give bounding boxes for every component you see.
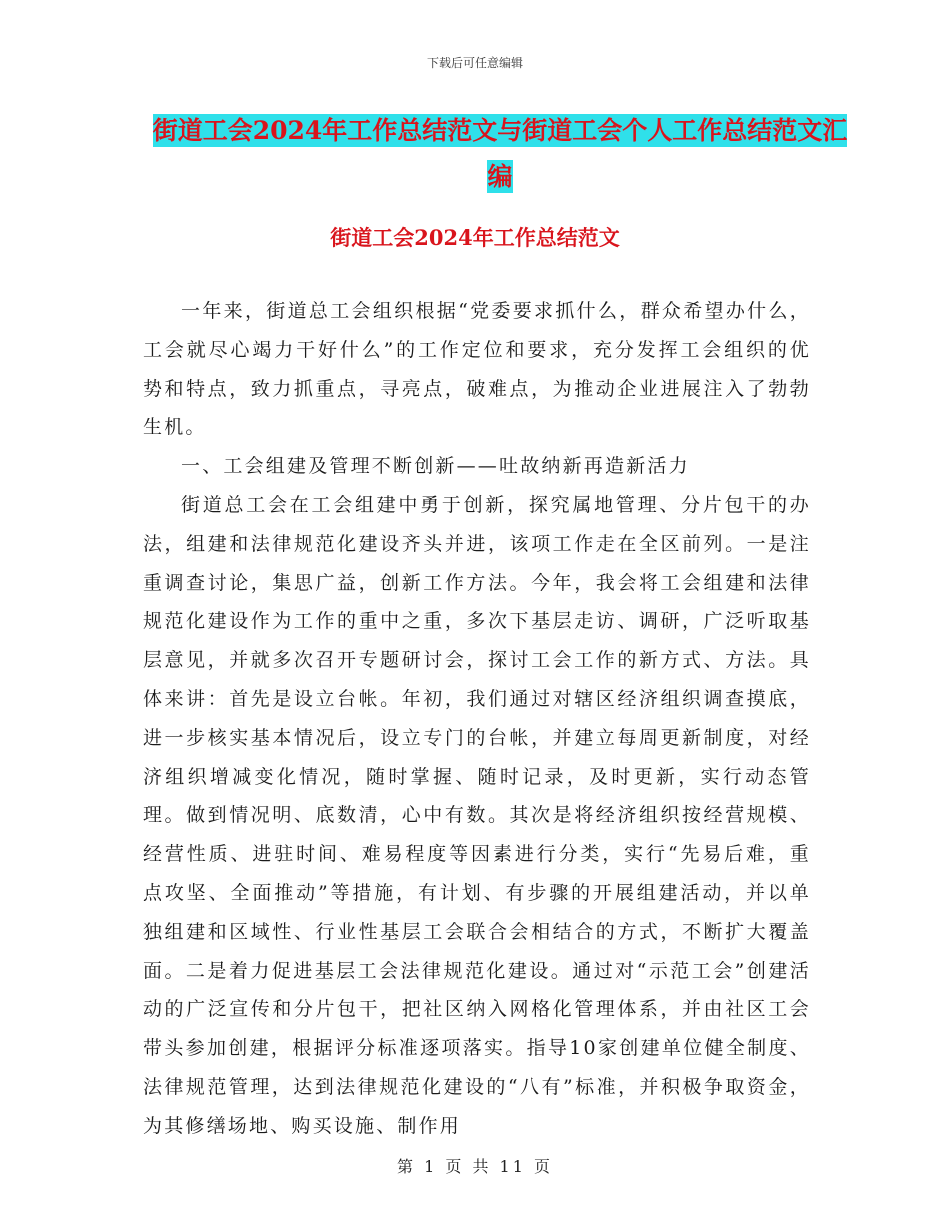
header-note: 下载后可任意编辑 <box>426 56 523 70</box>
section-title: 街道工会2024年工作总结范文 <box>330 225 620 250</box>
main-title-text: 街道工会2024年工作总结范文与街道工会个人工作总结范文汇编 <box>152 116 848 191</box>
paragraph-intro: 一年来，街道总工会组织根据“党委要求抓什么，群众希望办什么，工会就尽心竭力干好什么”的工作定位和要求，充分发挥工会组织的优势和特点，致力抓重点，寻亮点，破难点，为推动企业进展注入了勃勃生机。 <box>143 300 811 439</box>
page-footer: 第 1 页 共 11 页 <box>397 1157 553 1176</box>
paragraph-heading-1: 一、工会组建及管理不断创新——吐故纳新再造新活力 <box>181 455 690 478</box>
main-title <box>150 108 850 200</box>
body-text <box>143 292 811 1146</box>
paragraph-body-1: 街道总工会在工会组建中勇于创新，探究属地管理、分片包干的办法，组建和法律规范化建设齐头并进，该项工作走在全区前列。一是注重调查讨论，集思广益，创新工作方法。今年，我会将工会组建和法律规范化建设作为工作的重中之重，多次下基层走访、调研，广泛听取基层意见，并就多次召开专题研讨会，探讨工会工作的新方式、方法。具体来讲：首先是设立台帐。年初，我们通过对辖区经济组织调查摸底，进一步核实基本情况后，设立专门的台帐，并建立每周更新制度，对经济组织增减变化情况，随时掌握、随时记录，及时更新，实行动态管理。做到情况明、底数清，心中有数。其次是将经济组织按经营规模、经营性质、进驻时间、难易程度等因素进行分类，实行“先易后难，重点攻坚、全面推动”等措施，有计划、有步骤的开展组建活动，并以单独组建和区域性、行业性基层工会联合会相结合的方式，不断扩大覆盖面。二是着力促进基层工会法律规范化建设。通过对“示范工会”创建活动的广泛宣传和分片包干，把社区纳入网格化管理体系，并由社区工会带头参加创建，根据评分标准逐项落实。指导10家创建单位健全制度、法律规范管理，达到法律规范化建设的“八有”标准，并积极争取资金，为其修缮场地、购买设施、制作用 <box>143 493 811 1137</box>
